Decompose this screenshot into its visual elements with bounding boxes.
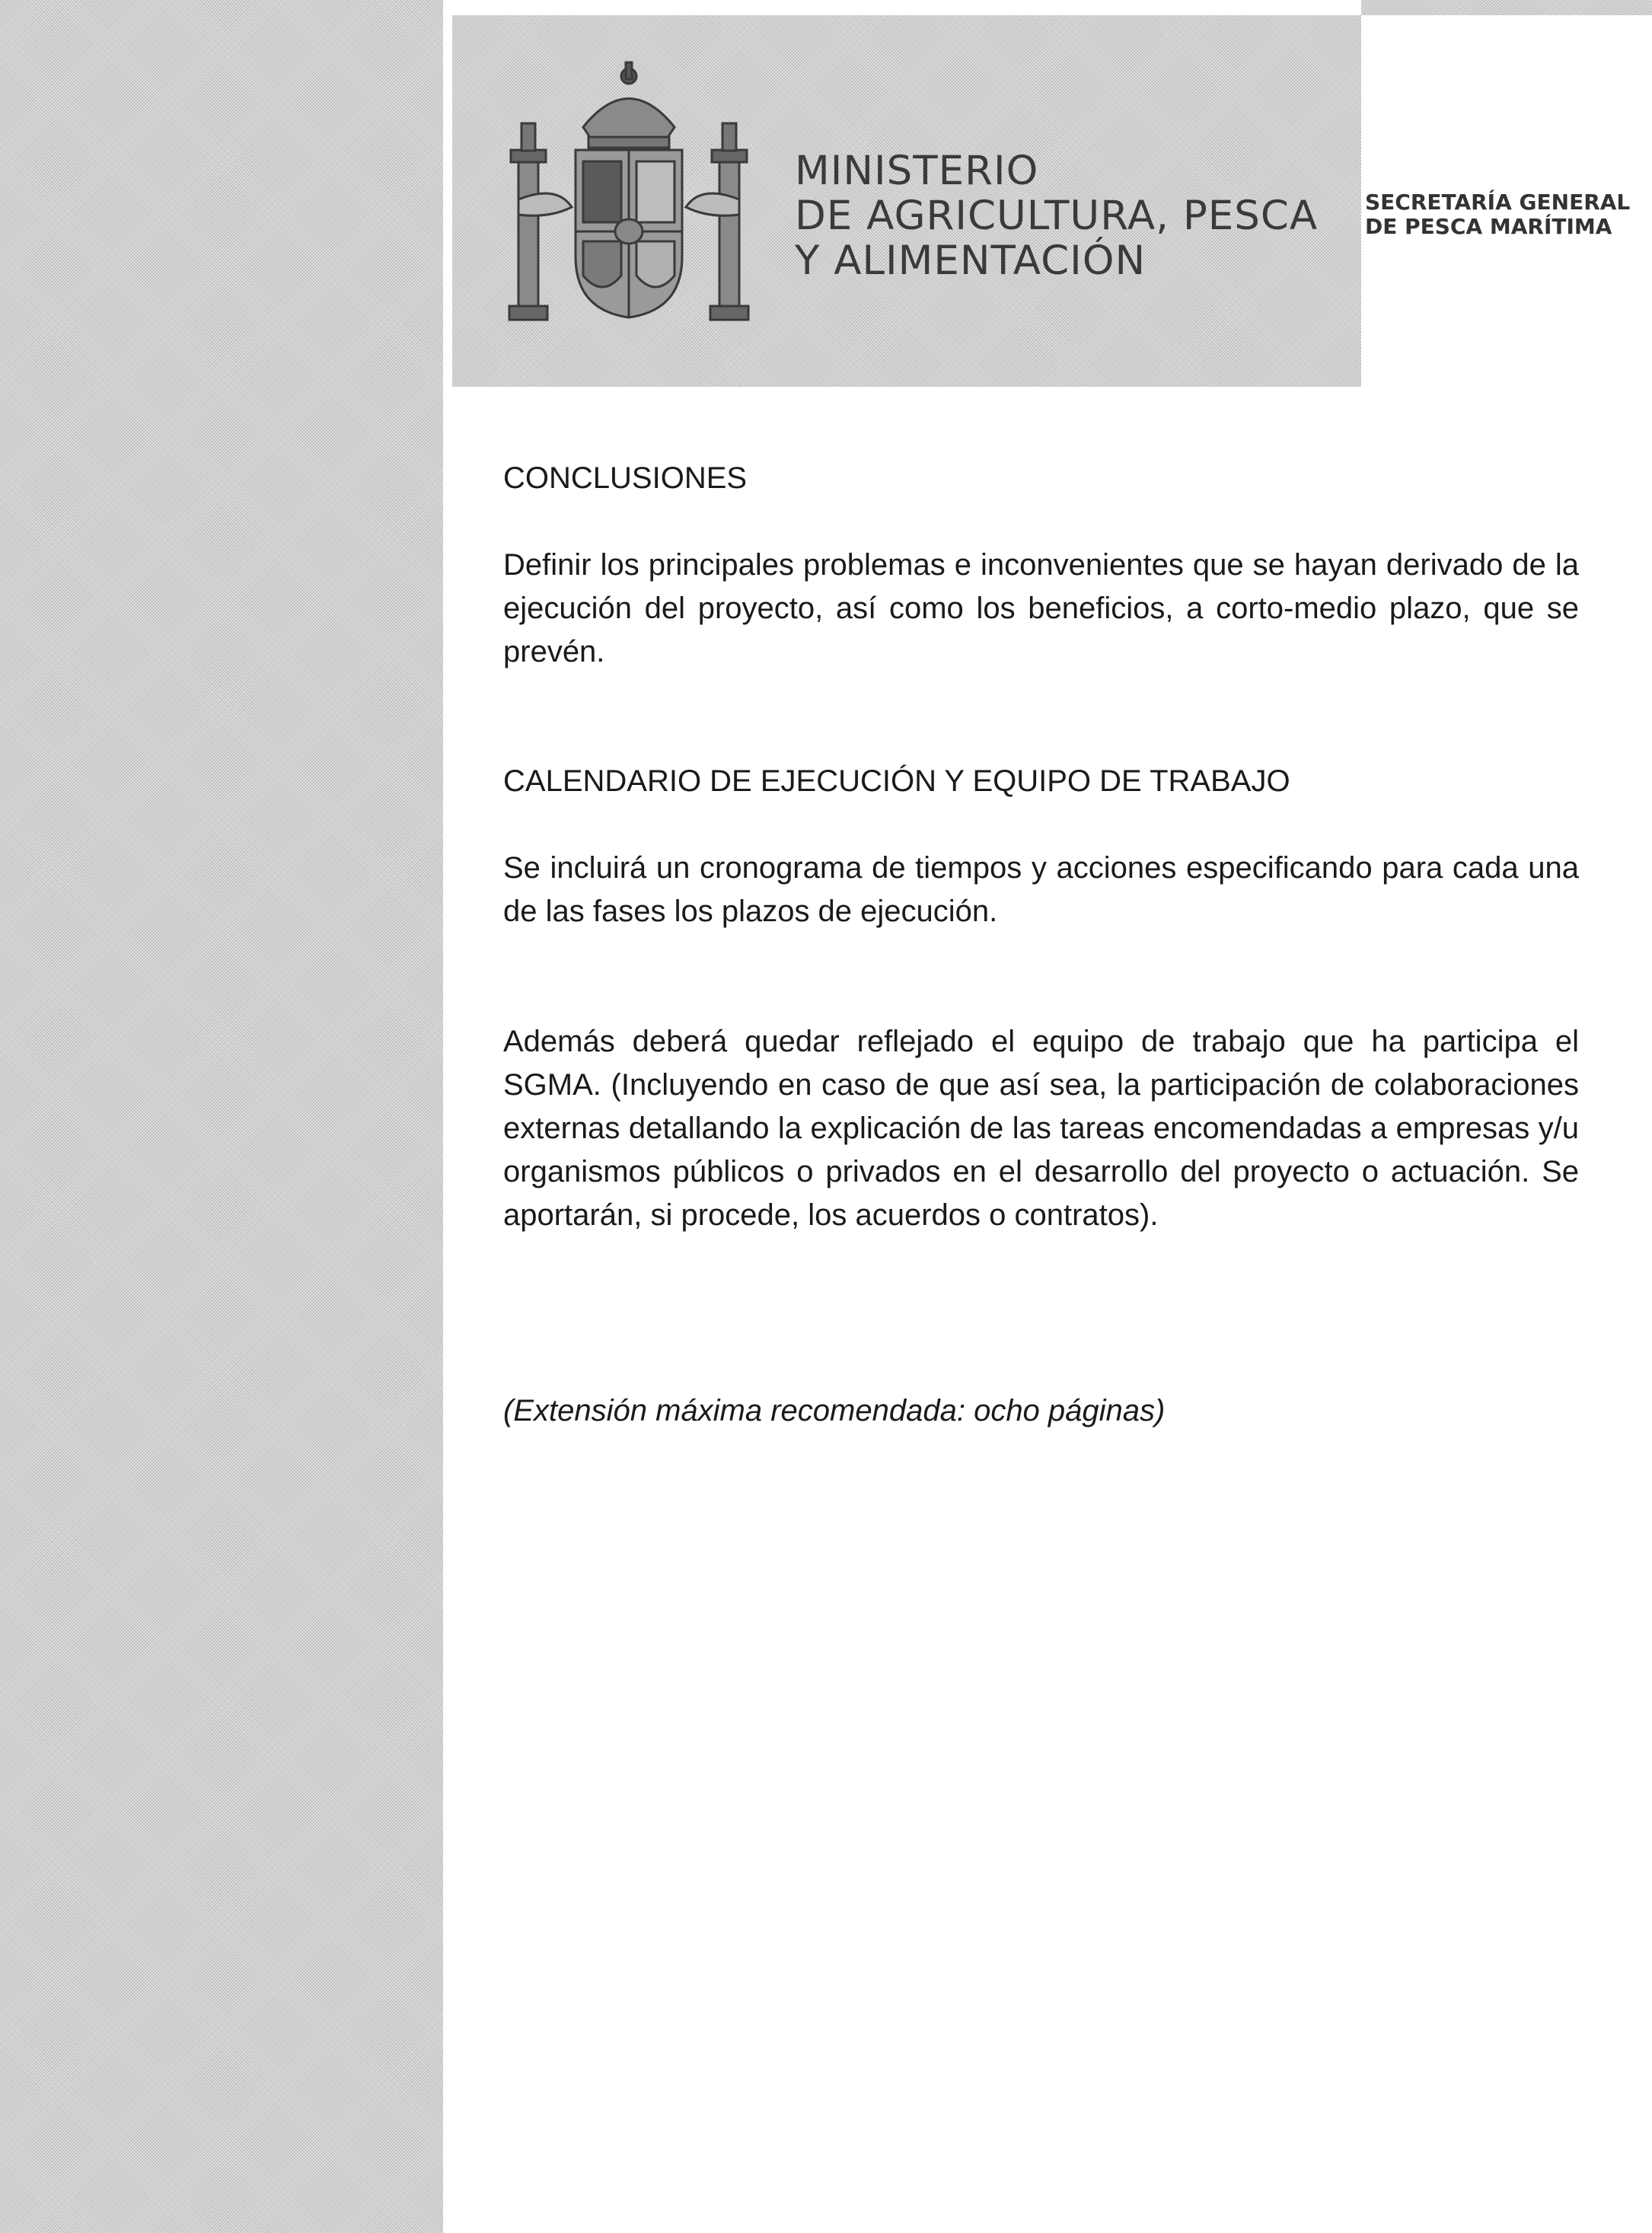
calendario-heading: CALENDARIO DE EJECUCIÓN Y EQUIPO DE TRABAJO — [503, 764, 1290, 798]
calendario-paragraph-1: Se incluirá un cronograma de tiempos y acciones especificando para cada una de las fases los plazos de ejecución. — [503, 851, 1579, 928]
ministry-header — [452, 15, 1361, 387]
coat-of-arms-icon — [503, 55, 754, 337]
extension-note: (Extensión máxima recomendada: ocho páginas) — [503, 1394, 1166, 1428]
ministry-line-2: DE AGRICULTURA, PESCA — [795, 193, 1319, 239]
calendario-paragraph-2: Además deberá quedar reflejado el equipo de trabajo que ha participa el SGMA. (Incluyendo en caso de que así sea, la participación de colaboraciones externas detallando la explicación de las tareas encomendadas a empresas y/u organismos públicos o privados en el desarrollo del proyecto o actuación. Se aportarán, si procede, los acuerdos o contratos). — [503, 1025, 1579, 1232]
secretaria-line-1: SECRETARÍA GENERAL — [1365, 190, 1631, 215]
ministry-name — [795, 148, 1318, 283]
top-decorative-strip — [1361, 0, 1652, 15]
ministry-line-3: Y ALIMENTACIÓN — [795, 238, 1147, 284]
left-decorative-band — [0, 0, 443, 2233]
document-body — [503, 457, 1579, 1433]
conclusiones-heading: CONCLUSIONES — [503, 461, 748, 495]
secretaria-general-label — [1365, 190, 1630, 239]
secretaria-line-2: DE PESCA MARÍTIMA — [1365, 214, 1612, 239]
conclusiones-paragraph: Definir los principales problemas e inconvenientes que se hayan derivado de la ejecución del proyecto, así como los beneficios, a corto-medio plazo, que se prevén. — [503, 548, 1579, 668]
ministry-line-1: MINISTERIO — [795, 148, 1039, 194]
